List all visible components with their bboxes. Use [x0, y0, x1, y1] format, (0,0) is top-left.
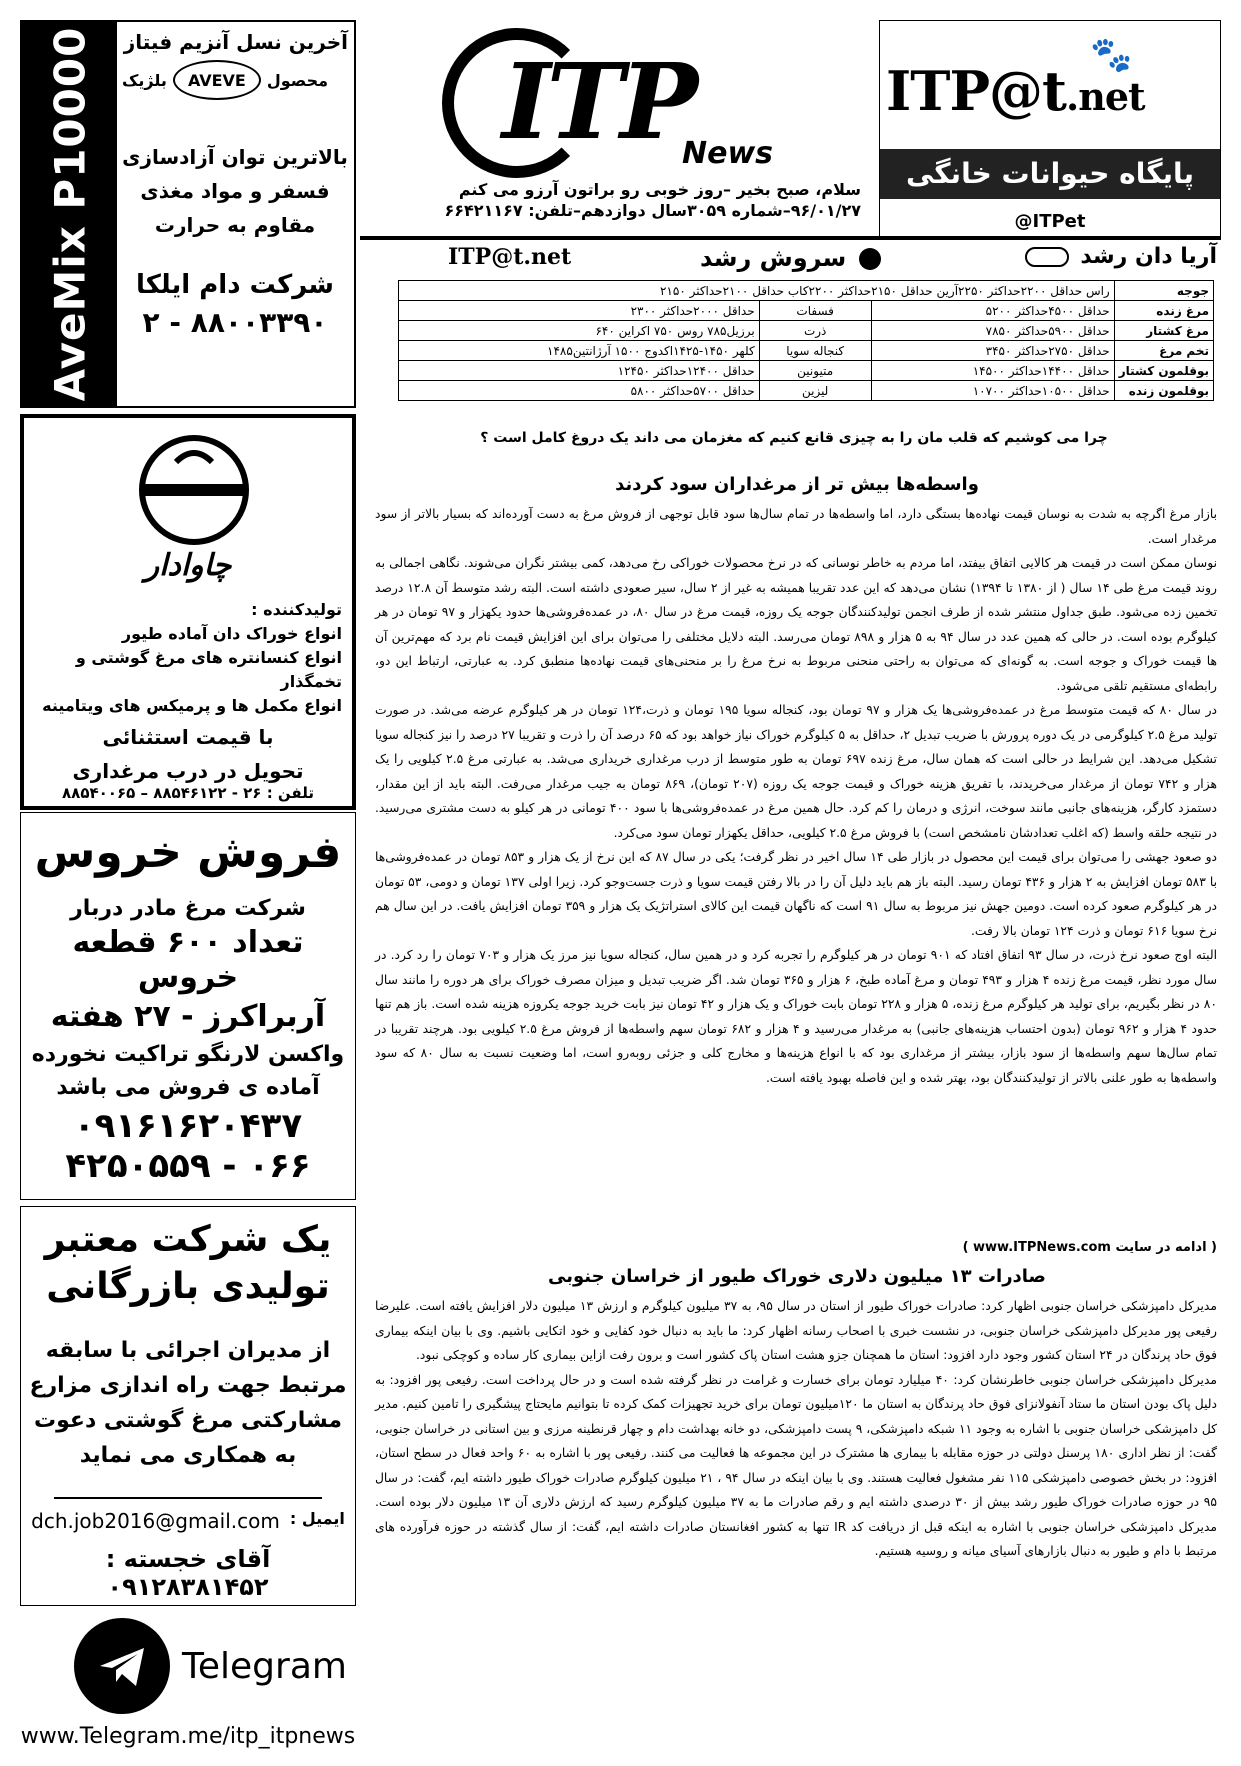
rooster-ready: آماده ی فروش می باشد [56, 1075, 320, 1100]
price-item-name: بوقلمون کشتار [1114, 361, 1213, 381]
price-row [399, 301, 1214, 321]
article1-paragraph: بازار مرغ اگرچه به شدت به نوسان قیمت نهاده‌ها بستگی دارد، اما واسطه‌ها در تمام سال‌ها سود قابل توجهی از فروش مرغ به دست آورده‌اند که بسیار بالاتر از سود مرغدار است. [375, 507, 1217, 546]
price-item-value: حداقل ۱۴۴۰۰حداکثر ۱۴۵۰۰ [871, 361, 1114, 381]
article1-paragraph: نوسان ممکن است در قیمت هر کالایی اتفاق بیفتد، اما مردم به خاطر نوسانی که در نرخ محصولات خوراکی رخ می‌دهد، کمی بیشتر نگران می‌شوند. نگاهی اجمالی به روند قیمت مرغ طی ۱۴ سال ( از ۱۳۸۰ تا ۱۳۹۴) نشان می‌دهد که این عدد تقریبا همیشه به غیر از ۲ سال، سیر صعودی داشته است. البته رشد متوسط آن ۱۲.۸ درصد تخمین زده می‌شود. طبق جداول منتشر شده از طرف انجمن تولیدکنندگان جوجه یک روزه، قیمت مرغ در سال ۸۰، در عمده‌فروشی‌ها حدود یکهزار و ۹۷ تومان در هر کیلوگرم بوده است. در حالی که همین عدد در سال ۹۴ به ۵ هزار و ۸۹۸ تومان می‌رسد. البته دلایل مختلفی را می‌توان برای این افزایش قیمت نام برد که مهم‌ترین آن ها قیمت خوراک و جوجه است. به گونه‌ای که می‌توان به راحتی منحنی مربوط به نرخ مرغ را بر منحنی‌های قیمت نهاده‌ها منطبق کرد. به عبارتی، ارتباط این دو، رابطه‌ای مستقیم تلقی می‌شود. [375, 556, 1217, 693]
chavodar-phones: تلفن : ۲۶ - ۸۸۵۴۶۱۲۲ – ۸۸۵۴۰۰۶۵ [62, 784, 314, 802]
rooster-title: فروش خروس [34, 827, 342, 878]
rooster-phone-landline: ۰۶۶ - ۴۲۵۰۵۵۹ [65, 1146, 311, 1186]
job-ad-contact: آقای خجسته : ۰۹۱۲۸۳۸۱۴۵۲ [105, 1545, 271, 1602]
sponsor-aryadan: آریا دان رشد [1025, 244, 1217, 269]
article1-paragraph: در سال ۸۰ که قیمت متوسط مرغ در عمده‌فروشی‌ها یک هزار و ۹۷ تومان بود، کنجاله سویا ۱۹۵ تومان و ذرت،۱۲۴ تومان در هر کیلوگرم عرضه می‌شد. در صورت تولید مرغ ۲.۵ کیلوگرمی در یک دوره پرورش با ضریب تبدیل ۲، حداقل به ۵ کیلوگرم خوراک نیاز خواهد بود که ۶۵ درصد آن را ذرت و تقریبا ۲۷ درصد را نیز کنجاله سویا تشکیل می‌دهد. این شرایط در حالی است که همان سال، مرغ زنده ۶۹۷ تومان به طور متوسط از درب مرغداری خریداری می‌شد. به عبارتی مرغ ۲.۵ کیلویی را یک هزار و ۷۴۲ تومان از مرغدار می‌خریدند، با تفریق هزینه خوراک و قیمت جوجه یک روزه (۲۰۷ تومان)، ۸۶۹ تومان به جیب مرغدار می‌رفت. البته باید از این مقدار، دستمزد کارگر، هزینه‌های جانبی مانند سوخت، انرژی و درمان را کم کرد. حال همین مرغ در عمده‌فروشی‌ها با سود ۴۰۰ تومانی در هر کیلو به دست مشتری می‌رسید. در نتیجه حلقه واسط (که اغلب تعدادشان نامشخص است) با فروش مرغ ۲.۵ کیلویی، حداقل یکهزار تومان سود می‌کرد. [375, 703, 1218, 840]
price-item-name: بوقلمون زنده [1114, 381, 1213, 401]
rooster-vaccine: واکسن لارنگو تراکیت نخورده [31, 1042, 345, 1067]
sponsor-itpet: ITP@t.net [448, 244, 572, 270]
rooster-breed: آربراکرز - ۲۷ هفته [50, 999, 326, 1034]
telegram-link[interactable]: www.Telegram.me/itp_itpnews [20, 1724, 356, 1749]
article1-paragraph: دو صعود جهشی را می‌توان برای قیمت این محصول در بازار طی ۱۴ سال اخیر در نظر گرفت؛ یکی در سال ۸۷ که این نرخ از یک هزار و ۸۵۳ تومان در عمده‌فروشی‌ها با ۵۸۳ تومان افزایش به ۲ هزار و ۴۳۶ تومان رسید. البته باز هم باید دلیل آن را در بالا رفتن قیمت سویا و ذرت جست‌وجو کرد. زیرا اولی ۱۳۷ تومان و دومی، ۵۳ تومان در هر کیلوگرم صعود کرده است. دومین جهش نیز مربوط به سال ۹۱ است که ناگهان قیمت این کالای استراتژیک یک هزار و ۳۵۹ تومان افزایش یافت. در این سال هم نرخ سویا ۶۱۶ تومان و ذرت ۱۲۴ تومان بالا رفت. [375, 850, 1218, 938]
job-ad-divider [54, 1497, 321, 1499]
job-ad [20, 1206, 356, 1606]
aryadan-logo-icon [1025, 247, 1069, 267]
header-divider [360, 236, 1221, 240]
article1-title: واسطه‌ها بیش تر از مرغداران سود کردند [615, 474, 979, 495]
avemix-product-name: AveMix P10000 [45, 26, 94, 402]
chavodar-offer: با قیمت استثنائی تحویل در درب مرغداری [72, 725, 304, 783]
price-item-value: حداقل ۲۰۰۰حداکثر ۲۳۰۰ [399, 301, 760, 321]
article1-body [375, 502, 1217, 1090]
aveve-logo: AVEVE [173, 60, 261, 100]
masthead-greeting: سلام، صبح بخیر –روز خوبی رو براتون آرزو می کنم ۹۶/۰۱/۲۷–شماره ۳۰۵۹سال دوازدهم–تلفن: ۶۶۴۲۱۱۶۷ [381, 180, 861, 222]
article2-paragraph: مدیرکل دامپزشکی خراسان جنوبی خاطرنشان کرد: ۴۰ میلیارد تومان برای خسارت و غرامت در نظر گرفته شده است و در حال پرداخت است. رفیعی پور افزود: به دلیل پاک بودن استان ما ستاد آنفولانزای فوق حاد پرندگان به استان ما ۱۲۰میلیون تومان برای خرید تجهیزات کمک کرده تا بتوانیم مایحتاج پیشگیری را تامین کنیم. مدیر کل دامپزشکی خراسان جنوبی با اشاره به وجود ۱۱ شبکه دامپزشکی، ۹ پست دامپزشکی، دو خانه بهداشت دام و چهار قرنطینه مرزی و بین استانی در خراسان جنوبی، گفت: از نظر اداری ۱۸۰ پرسنل دولتی در حوزه مقابله با بیماری ها مشترک در این مجموعه ها فعالیت می کنند. رفیعی پور با اشاره به ۶۰ واحد فعال در سطح استان، افزود: در بخش خصوصی دامپزشکی ۱۱۵ نفر مشغول فعالیت هستند. وی با بیان اینکه در سال ۹۴ ، ۲۱ میلیون کیلوگرم صادرات خوراک طیور داشته ایم، گفت: در سال ۹۵ در حوزه صادرات خوراک طیور رشد بیش از ۳۰ درصدی داشته ایم و رقم صادرات ما به ۳۷ میلیون کیلوگرم رسید که ارزش دلاری آن ۱۳ میلیون دلار بوده است. مدیرکل دامپزشکی خراسان جنوبی با اشاره به اینکه قبل از دریافت کد IR تنها به کشور افغانستان صادرات داشته ایم، گفت: از سال گذشته در حوزه فرآورده های مرتبط با دام و طیور به دنبال بازارهای آسیای میانه و روسیه هستیم. [375, 1372, 1217, 1558]
price-table [398, 280, 1214, 401]
price-item-name: مرغ کشتار [1114, 321, 1213, 341]
price-item-value: حداقل ۵۷۰۰حداکثر ۵۸۰۰ [399, 381, 760, 401]
price-row [399, 281, 1214, 301]
price-row [399, 361, 1214, 381]
telegram-promo [20, 1612, 356, 1752]
itpnews-logo: ITP News [440, 28, 820, 178]
price-item-value: راس حداقل ۲۲۰۰حداکثر ۲۲۵۰آرین حداقل ۲۱۵۰حداکثر ۲۲۰۰کاب حداقل ۲۱۰۰حداکثر ۲۱۵۰ [399, 281, 1115, 301]
article1-paragraph: البته اوج صعود نرخ ذرت، در سال ۹۳ اتفاق افتاد که ۹۰۱ تومان در هر کیلوگرم را تجربه کرد و در همین سال، کنجاله سویا نیز مرز یک هزار و ۷۰۳ تومان را رد کرد. در سال مورد نظر، قیمت مرغ زنده ۴ هزار و ۴۹۳ تومان و مرغ آماده طبخ، ۶ هزار و ۳۶۵ تومان شد. اگر ضریب تبدیل و میزان مصرف خوراک برای هر دوره را مانند سال ۸۰ در نظر بگیریم، برای تولید هر کیلوگرم مرغ زنده، ۵ هزار و ۲۲۸ تومان بابت خوراک و یک هزار و ۴۲ تومان نیز بابت خرید جوجه یکروزه هزینه شده است. باز هم تنها حدود ۴ هزار و ۹۶۲ تومان (بدون احتساب هزینه‌های جانبی) به مرغدار می‌رسید و ۴ هزار و ۶۸۲ تومان سهم واسطه‌ها از فروش مرغ ۲.۵ کیلویی بود. هرچند تقریبا در تمام سال‌ها سهم واسطه‌ها از سود بازار، بیشتر از مرغداری بود که با انواع هزینه‌ها و مخارج کلی و جزئی روبه‌رو است، اما وضعیت نسبت به سال ۸۰ که سود واسطه‌ها به طور علنی بالاتر از تولیدکنندگان بود، بهتر شده و این فاصله بهبود یافته است. [375, 948, 1218, 1085]
rooster-sale-ad [20, 812, 356, 1200]
price-item-name: ذرت [759, 321, 871, 341]
rooster-company: شرکت مرغ مادر دربار [70, 896, 306, 921]
chavodar-logo-icon [136, 432, 252, 548]
itpet-logo: 🐾 ITP@t.net پایگاه حیوانات خانگی @ITPet [879, 20, 1221, 240]
avemix-features: بالاترین توان آزادسازی فسفر و مواد مغذی مقاوم به حرارت [122, 145, 348, 237]
avemix-ad [20, 20, 356, 408]
avemix-phone: ۸۸۰۰۳۳۹۰ - ۲ [142, 306, 328, 339]
job-ad-title: یک شرکت معتبر تولیدی بازرگانی [44, 1219, 332, 1307]
rooster-count: تعداد ۶۰۰ قطعه خروس [72, 925, 304, 995]
price-item-value: حداقل ۱۲۴۰۰حداکثر ۱۲۴۵۰ [399, 361, 760, 381]
price-item-value: حداقل ۲۷۵۰حداکثر ۳۴۵۰ [871, 341, 1114, 361]
price-item-value: برزیل۷۸۵ روس ۷۵۰ اکراین ۶۴۰ [399, 321, 760, 341]
price-item-value: حداقل ۱۰۵۰۰حداکثر ۱۰۷۰۰ [871, 381, 1114, 401]
quote-of-day: چرا می کوشیم که قلب مان را به چیزی قانع کنیم که مغزمان می داند یک دروغ کامل است ؟ [480, 430, 1108, 446]
price-item-name: متیونین [759, 361, 871, 381]
price-item-name: مرغ زنده [1114, 301, 1213, 321]
itpet-handle: @ITPet [1014, 211, 1086, 232]
price-row [399, 321, 1214, 341]
price-item-value: کلهر ۱۴۵۰-۱۴۲۵اکدوج ۱۵۰۰ آرژانتین۱۴۸۵ [399, 341, 760, 361]
rooster-phone-mobile: ۰۹۱۶۱۶۲۰۴۳۷ [73, 1106, 303, 1146]
price-row [399, 341, 1214, 361]
avemix-vertical-banner [22, 22, 117, 406]
telegram-label: Telegram [182, 1646, 347, 1687]
price-item-value: حداقل ۴۵۰۰حداکثر ۵۲۰۰ [871, 301, 1114, 321]
job-ad-email-row: ایمیل : dch.job2016@gmail.com [31, 1509, 345, 1534]
article2-paragraph: مدیرکل دامپزشکی خراسان جنوبی اظهار کرد: صادرات خوراک طیور از استان در سال ۹۵، به ۳۷ میلیون کیلوگرم و ارزش ۱۳ میلیون دلار افزایش یافته است. علیرضا رفیعی پور مدیرکل دامپزشکی خراسان جنوبی، در نشست خبری با اصحاب رسانه اظهار کرد: ما باید به دنبال خود کفایی و خود اتکایی باشیم. وی با بیان اینکه بیماری فوق حاد پرندگان در ۲۴ استان کشور وجود دارد افزود: استان ما همچنان جزو هشت استان پاک کشور است و برون رفت ازاین بیماری کار ساده و کوچکی نبود. [375, 1299, 1217, 1362]
article2-title: صادرات ۱۳ میلیون دلاری خوراک طیور از خراسان جنوبی [548, 1266, 1046, 1287]
continue-note[interactable]: ( ادامه در سایت www.ITPNews.com ) [962, 1240, 1217, 1255]
price-item-name: تخم مرغ [1114, 341, 1213, 361]
job-ad-body: از مدیران اجرائی با سابقه مرتبط جهت راه اندازی مزارع مشارکتی مرغ گوشتی دعوت به همکاری می نماید [29, 1337, 347, 1469]
sponsor-soroush: سروش رشد [700, 244, 881, 272]
price-row [399, 381, 1214, 401]
price-item-name: فسفات [759, 301, 871, 321]
soroush-logo-icon [859, 248, 881, 270]
avemix-company: شرکت دام ایلکا [136, 270, 334, 300]
chavodar-brand: چاوادار [144, 548, 232, 583]
itpet-tagline: پایگاه حیوانات خانگی [880, 149, 1220, 199]
chavodar-ad [20, 414, 356, 810]
article2-body [375, 1294, 1217, 1564]
price-item-name: جوجه [1114, 281, 1213, 301]
paw-icon: 🐾 [1090, 35, 1133, 75]
price-item-name: کنجاله سویا [759, 341, 871, 361]
job-ad-email[interactable]: dch.job2016@gmail.com [31, 1509, 280, 1534]
avemix-product-label: محصول [266, 70, 329, 90]
issue-info: ۹۶/۰۱/۲۷–شماره ۳۰۵۹سال دوازدهم–تلفن: ۶۶۴۲۱۱۶۷ [444, 200, 861, 220]
telegram-icon [74, 1618, 170, 1714]
avemix-country: بلژیک [122, 70, 167, 90]
price-item-value: حداقل ۵۹۰۰حداکثر ۷۸۵۰ [871, 321, 1114, 341]
price-item-name: لیزین [759, 381, 871, 401]
avemix-headline: آخرین نسل آنزیم فیتاز [123, 30, 348, 54]
chavodar-products: تولیدکننده : انواع خوراک دان آماده طیور انواع کنسانتره های مرغ گوشتی و تخمگذار انواع مکمل ها و پرمیکس های ویتامینه [42, 600, 342, 715]
